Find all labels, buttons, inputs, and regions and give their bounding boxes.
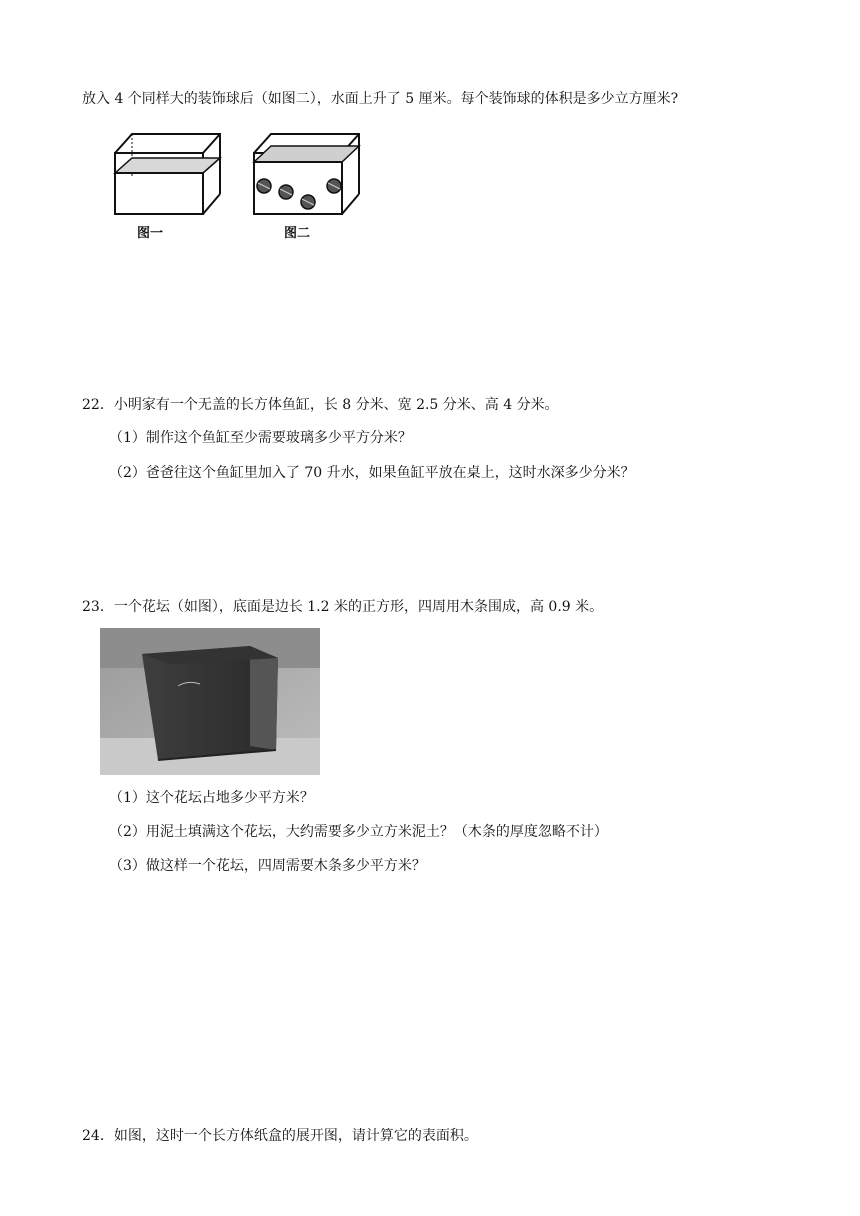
decoration-balls xyxy=(257,179,341,209)
q23-part-3: （3）做这样一个花坛，四周需要木条多少平方米？ xyxy=(109,858,426,874)
flower-bed-photo xyxy=(100,628,320,779)
figure-two xyxy=(244,128,369,252)
q24-stem: 24．如图，这时一个长方体纸盒的展开图，请计算它的表面积。 xyxy=(82,1128,478,1144)
figure-one xyxy=(105,128,230,252)
tank-figure-one xyxy=(105,128,230,248)
q23-part-2: （2）用泥土填满这个花坛，大约需要多少立方米泥土？（木条的厚度忽略不计） xyxy=(109,824,608,840)
q23-part-1: （1）这个花坛占地多少平方米？ xyxy=(109,790,314,806)
q22-stem: 22．小明家有一个无盖的长方体鱼缸，长 8 分米、宽 2.5 分米、高 4 分米。 xyxy=(82,397,559,413)
q23-stem: 23．一个花坛（如图），底面是边长 1.2 米的正方形，四周用木条围成，高 0.9 米。 xyxy=(82,599,604,615)
q21-text: 放入 4 个同样大的装饰球后（如图二），水面上升了 5 厘米。每个装饰球的体积是多少立方厘米? xyxy=(82,91,679,107)
figure-two-caption: 图二 xyxy=(284,226,311,241)
flower-bed-image xyxy=(100,628,320,775)
q22-part-2: （2）爸爸往这个鱼缸里加入了 70 升水，如果鱼缸平放在桌上，这时水深多少分米？ xyxy=(109,465,635,481)
q22-part-1: （1）制作这个鱼缸至少需要玻璃多少平方分米？ xyxy=(109,430,412,446)
figure-one-caption: 图一 xyxy=(137,226,164,241)
